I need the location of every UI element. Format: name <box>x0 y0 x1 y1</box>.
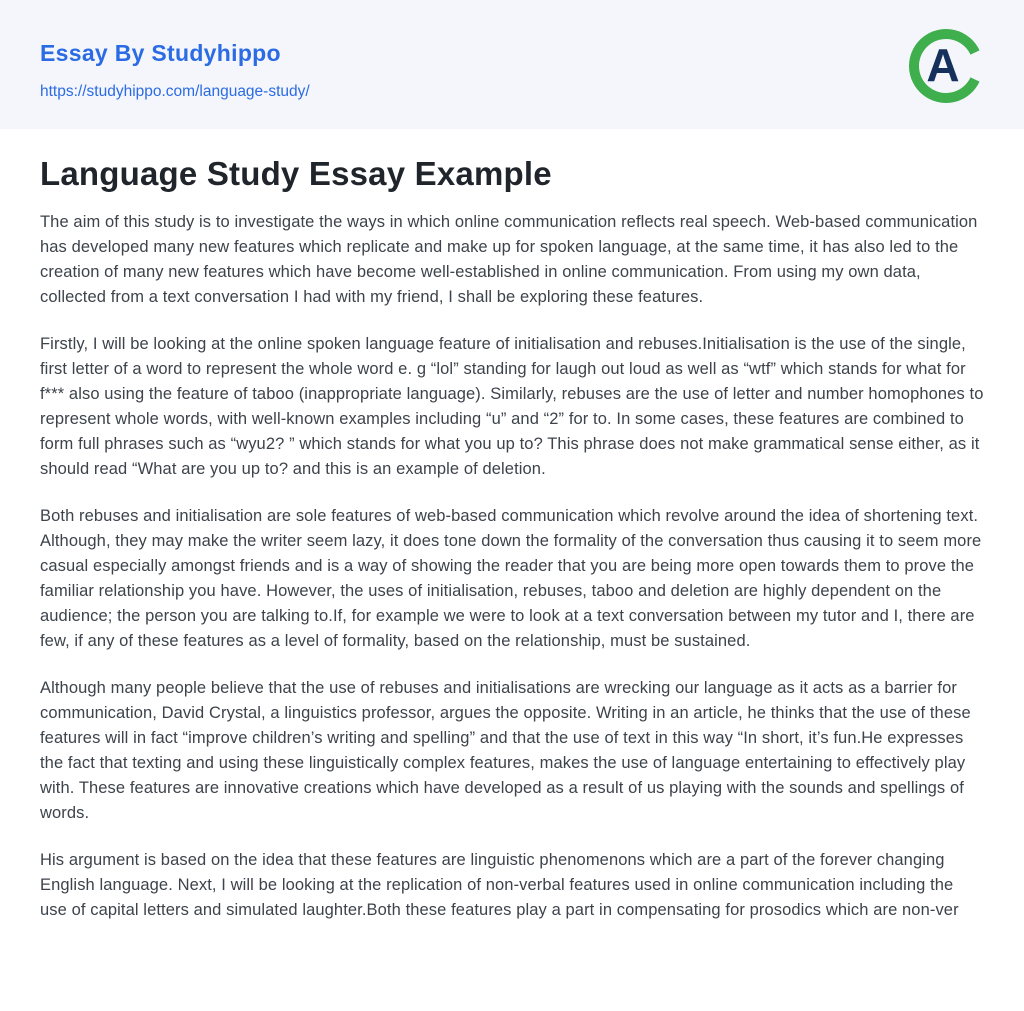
logo-letter: A <box>926 39 960 91</box>
source-url-link[interactable]: https://studyhippo.com/language-study/ <box>40 83 310 100</box>
essay-content <box>0 129 1024 923</box>
essay-paragraph-1: The aim of this study is to investigate the ways in which online communication reflects real speech. Web-based communication has developed many new features which replicate and make up for spoken language, at the same time, it has also led to the creation of many new features which have become well-established in online communication. From using my own data, collected from a text conversation I had with my friend, I shall be exploring these features. <box>40 213 978 306</box>
essay-paragraph-4: Although many people believe that the use of rebuses and initialisations are wrecking our language as it acts as a barrier for communication, David Crystal, a linguistics professor, argues the opposite. Writing in an article, he thinks that the use of these features will in fact “improve children’s writing and spelling” and that the use of text in this way “In short, it’s fun.He expresses the fact that texting and using these linguistically complex features, makes the use of language entertaining to effectively play with. These features are innovative creations which have developed as a result of us playing with the sounds and spellings of words. <box>40 679 971 822</box>
header-text-block <box>40 26 310 101</box>
essay-paragraph-5: His argument is based on the idea that these features are linguistic phenomenons which are a part of the forever changing English language. Next, I will be looking at the replication of non-verbal features used in online communication including the use of capital letters and simulated laughter.Both these features play a part in compensating for prosodics which are non-ver <box>40 851 959 919</box>
page-header <box>0 0 1024 129</box>
essay-paragraph-3: Both rebuses and initialisation are sole features of web-based communication which revolve around the idea of shortening text. Although, they may make the writer seem lazy, it does tone down the formality of the conversation thus causing it to seem more casual especially amongst friends and is a way of showing the reader that you are being more open towards them to prove the familiar relationship you have. However, the uses of initialisation, rebuses, taboo and deletion are highly dependent on the audience; the person you are talking to.If, for example we were to look at a text conversation between my tutor and I, there are few, if any of these features as a level of formality, based on the relationship, must be sustained. <box>40 507 982 650</box>
studyhippo-logo[interactable] <box>908 28 984 104</box>
essay-paragraph-2: Firstly, I will be looking at the online spoken language feature of initialisation and rebuses.Initialisation is the use of the single, first letter of a word to represent the whole word e. g “lol” standing for laugh out loud as well as “wtf” which stands for what for f*** also using the feature of taboo (inappropriate language). Similarly, rebuses are the use of letter and number homophones to represent whole words, with well-known examples including “u” and “2” for to. In some cases, these features are combined to form full phrases such as “wyu2? ” which stands for what you up to? This phrase does not make grammatical sense either, as it should read “What are you up to? and this is an example of deletion. <box>40 335 984 478</box>
site-title-link[interactable]: Essay By Studyhippo <box>40 40 281 66</box>
essay-title: Language Study Essay Example <box>40 155 552 192</box>
